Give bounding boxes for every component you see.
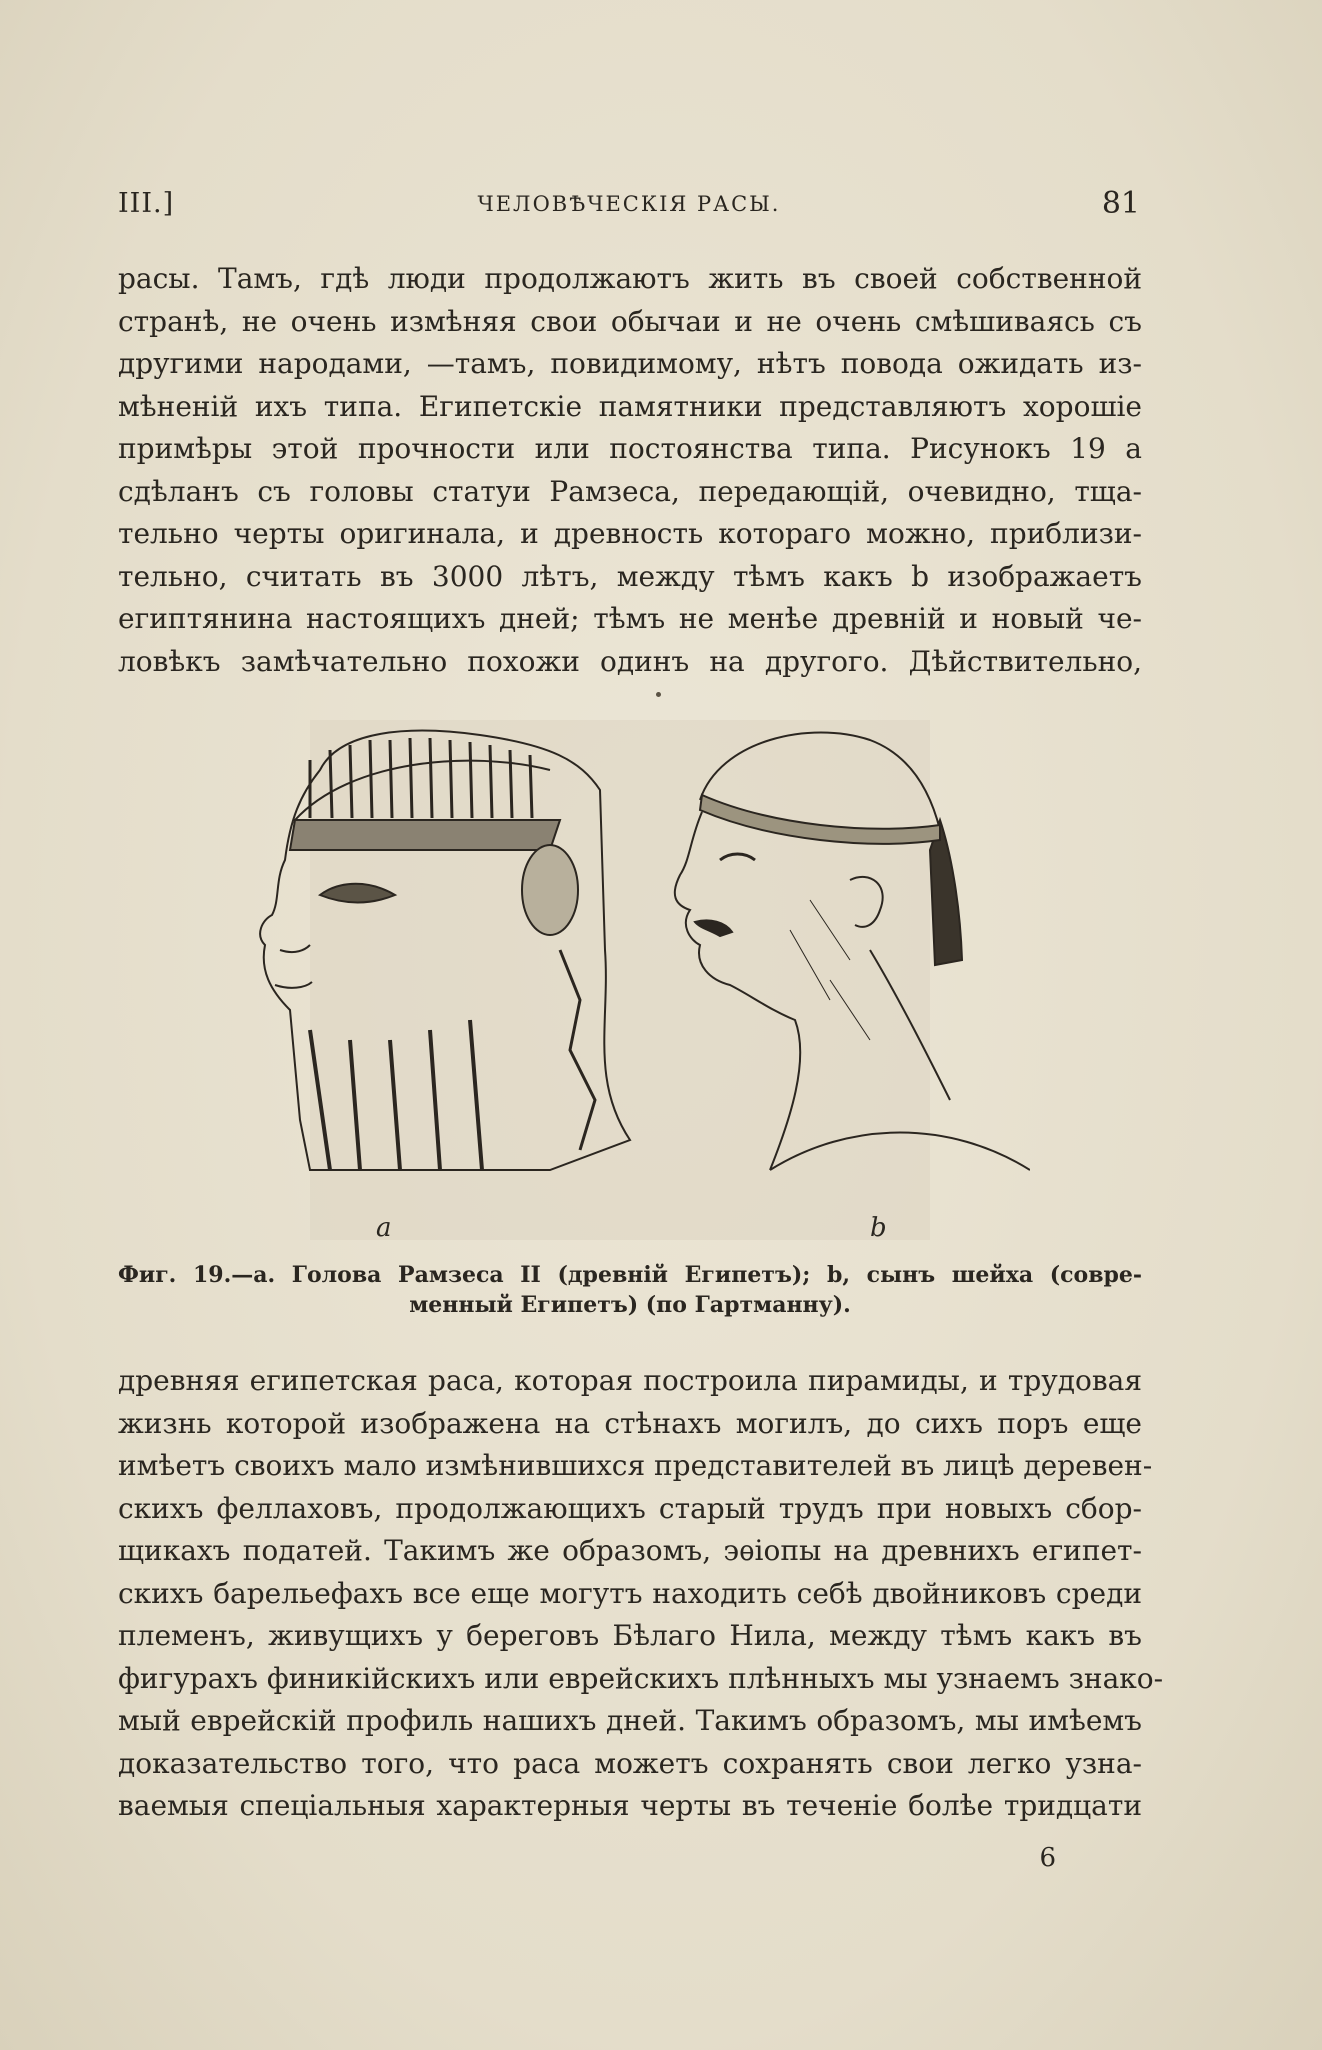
text-line: жизнь которой изображена на стѣнахъ могилъ, до сихъ поръ еще: [118, 1406, 1142, 1440]
text-line: расы. Тамъ, гдѣ люди продолжаютъ жить въ своей собственной: [118, 262, 1142, 295]
caption-line: Фиг. 19.—a. Голова Рамзеса II (древній Египетъ); b, сынъ шейха (совре-: [118, 1262, 1142, 1288]
figure-label-b: b: [870, 1213, 887, 1243]
signature-mark: 6: [1039, 1843, 1056, 1873]
figure-caption: [118, 1260, 1142, 1320]
text-line: мый еврейскій профиль нашихъ дней. Такимъ образомъ, мы имѣемъ: [118, 1704, 1142, 1737]
engraving-heads: [250, 700, 1030, 1240]
text-line: доказательство того, что раса можетъ сохранять свои легко узна-: [118, 1746, 1142, 1780]
text-line: племенъ, живущихъ у береговъ Бѣлаго Нила, между тѣмъ какъ въ: [118, 1619, 1142, 1652]
text-line: щикахъ податей. Такимъ же образомъ, эѳіопы на древнихъ египет-: [118, 1534, 1142, 1567]
text-line: мѣненій ихъ типа. Египетскіе памятники представляютъ хорошіе: [118, 389, 1142, 423]
text-line: имѣетъ своихъ мало измѣнившихся представителей въ лицѣ деревен-: [118, 1449, 1153, 1482]
paragraph-top: [118, 258, 1142, 683]
figure-label-a: a: [376, 1213, 392, 1243]
running-head: [118, 188, 1140, 228]
text-line: скихъ феллаховъ, продолжающихъ старый трудъ при новыхъ сбор-: [118, 1491, 1142, 1525]
text-line: примѣры этой прочности или постоянства типа. Рисунокъ 19 а: [118, 432, 1142, 465]
text-line: тельно, считать въ 3000 лѣтъ, между тѣмъ какъ b изображаетъ: [118, 559, 1142, 593]
caption-line: менный Египетъ) (по Гартманну).: [409, 1292, 851, 1318]
text-line: фигурахъ финикійскихъ или еврейскихъ плѣнныхъ мы узнаемъ знако-: [118, 1661, 1164, 1695]
ink-speck: [656, 692, 661, 697]
text-line: ваемыя спеціальныя характерныя черты въ теченіе болѣе тридцати: [118, 1789, 1142, 1822]
figure-illustration: [250, 700, 1030, 1240]
text-line: ловѣкъ замѣчательно похожи одинъ на другого. Дѣйствительно,: [118, 644, 1142, 678]
chapter-number: III.]: [118, 188, 175, 219]
text-line: древняя египетская раса, которая построила пирамиды, и трудовая: [118, 1364, 1142, 1397]
page-number: 81: [1101, 186, 1140, 221]
text-line: другими народами, —тамъ, повидимому, нѣтъ повода ожидать из-: [118, 347, 1142, 380]
text-line: скихъ барельефахъ все еще могутъ находить себѣ двойниковъ среди: [118, 1576, 1142, 1610]
paragraph-bottom: [118, 1360, 1164, 1828]
running-title: ЧЕЛОВѢЧЕСКІЯ РАСЫ.: [477, 192, 781, 216]
text-line: тельно черты оригинала, и древность котораго можно, приблизи-: [118, 517, 1142, 550]
text-line: египтянина настоящихъ дней; тѣмъ не менѣе древній и новый че-: [118, 602, 1142, 635]
text-line: сдѣланъ съ головы статуи Рамзеса, передающій, очевидно, тща-: [118, 474, 1142, 508]
text-line: странѣ, не очень измѣняя свои обычаи и не очень смѣшиваясь съ: [118, 304, 1142, 338]
